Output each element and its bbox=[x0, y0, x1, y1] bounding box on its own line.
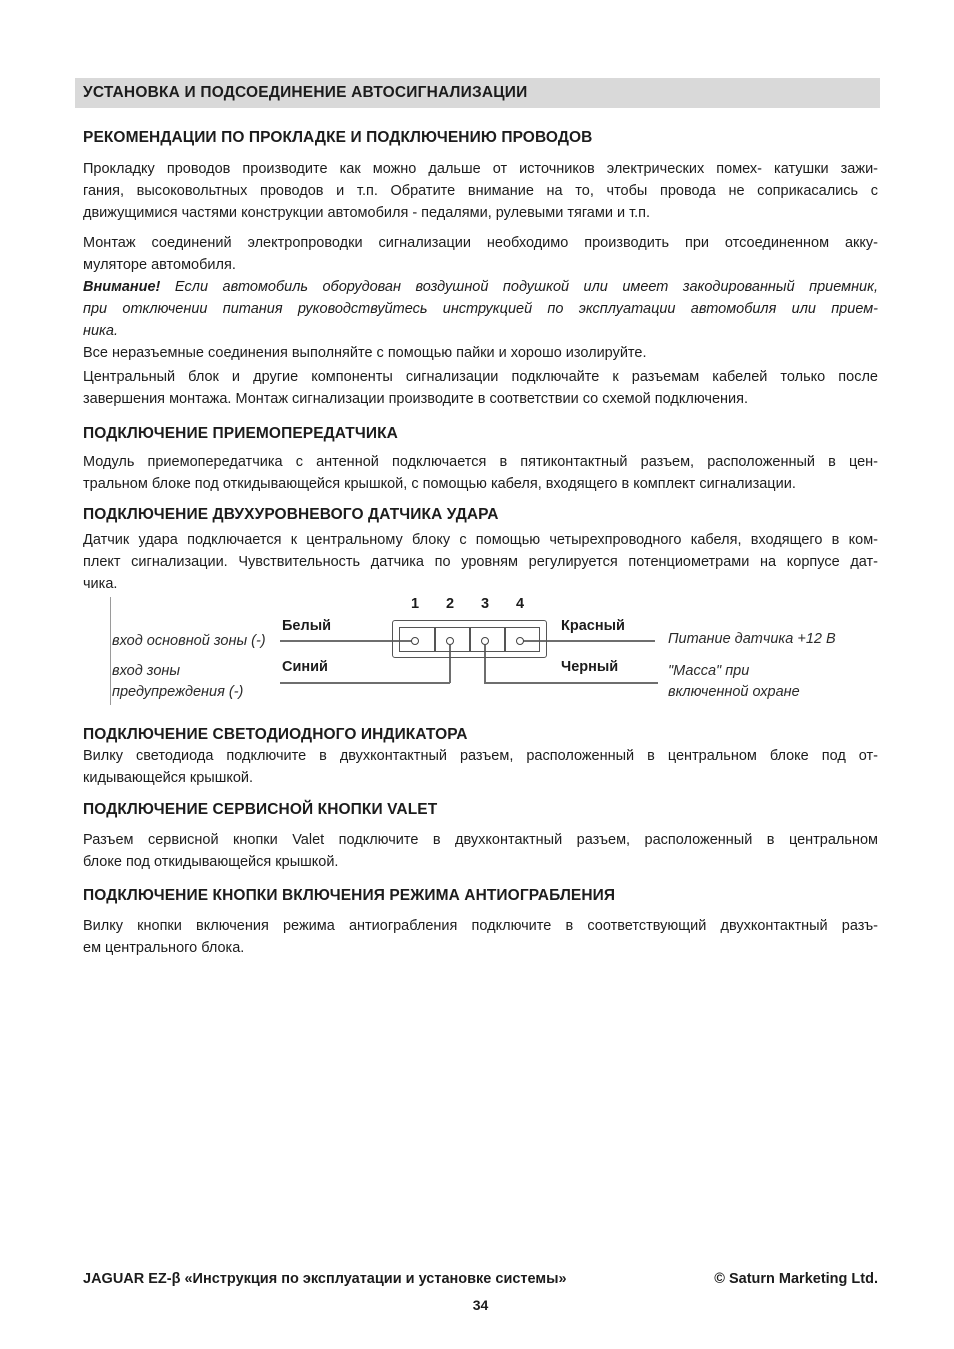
paragraph-line: Центральный блок и другие компоненты сигнализации подключайте к разъемам кабелей только после bbox=[83, 369, 878, 385]
paragraph-line: Модуль приемопередатчика с антенной подключается в пятиконтактный разъем, расположенный в цен- bbox=[83, 454, 878, 470]
page-content bbox=[83, 78, 878, 959]
paragraph-line: Вилку кнопки включения режима антиограбления подключите в соответствующий двухконтактный разъ- bbox=[83, 918, 878, 934]
pin-number-4: 4 bbox=[515, 596, 525, 612]
paragraph bbox=[83, 529, 878, 595]
pin-contact-4 bbox=[516, 637, 524, 645]
pin-contact-3 bbox=[481, 637, 489, 645]
paragraph bbox=[83, 745, 878, 789]
paragraph bbox=[83, 342, 878, 364]
paragraph bbox=[83, 232, 878, 276]
footer-copyright: © Saturn Marketing Ltd. bbox=[714, 1271, 878, 1287]
wire-label-blue: Синий bbox=[282, 659, 328, 675]
heading-valet-button: ПОДКЛЮЧЕНИЕ СЕРВИСНОЙ КНОПКИ VALET bbox=[83, 801, 438, 818]
paragraph-line: Датчик удара подключается к центральному блоку с помощью четырехпроводного кабеля, входящего в ком- bbox=[83, 532, 878, 548]
warning-lead: Внимание! bbox=[83, 279, 161, 295]
label-ground bbox=[668, 661, 800, 703]
footer-manual-title: JAGUAR EZ-β «Инструкция по эксплуатации и установке системы» bbox=[83, 1271, 567, 1287]
label-warning-zone-line2: предупреждения (-) bbox=[112, 684, 244, 700]
paragraph-line bbox=[83, 276, 878, 298]
label-ground-line1: "Масса" при bbox=[668, 663, 750, 679]
pin-number-2: 2 bbox=[445, 596, 455, 612]
paragraph bbox=[83, 451, 878, 495]
paragraph-line: кидывающейся крышкой. bbox=[83, 770, 254, 786]
shock-sensor-wiring-diagram bbox=[83, 595, 878, 710]
blue-wire-line bbox=[280, 682, 450, 684]
paragraph bbox=[83, 829, 878, 873]
paragraph-line: Разъем сервисной кнопки Valet подключите в двухконтактный разъем, расположенный в центральном bbox=[83, 832, 878, 848]
section-title-bar bbox=[75, 78, 880, 108]
warning-paragraph bbox=[83, 276, 878, 342]
paragraph-line: Монтаж соединений электропроводки сигнализации необходимо производить при отсоединенном акку- bbox=[83, 235, 878, 251]
pin-contact-1 bbox=[411, 637, 419, 645]
paragraph-line: ника. bbox=[83, 323, 118, 339]
diagram-frame-line bbox=[110, 597, 111, 705]
paragraph bbox=[83, 366, 878, 410]
wire-label-black: Черный bbox=[561, 659, 619, 675]
connector-cell-divider bbox=[504, 627, 506, 652]
connector-cell-divider bbox=[469, 627, 471, 652]
connector-cell-divider bbox=[434, 627, 436, 652]
wire-label-white: Белый bbox=[282, 618, 331, 634]
heading-transceiver: ПОДКЛЮЧЕНИЕ ПРИЕМОПЕРЕДАТЧИКА bbox=[83, 425, 398, 442]
label-warning-zone-line1: вход зоны bbox=[112, 663, 181, 679]
paragraph-line: при отключении питания руководствуйтесь инструкцией по эксплуатации автомобиля или прием- bbox=[83, 301, 878, 317]
heading-led-indicator: ПОДКЛЮЧЕНИЕ СВЕТОДИОДНОГО ИНДИКАТОРА bbox=[83, 726, 468, 743]
paragraph-line: плект сигнализации. Чувствительность датчика по уровням регулируется потенциометрами на корпусе дат- bbox=[83, 554, 878, 570]
section-title: УСТАНОВКА И ПОДСОЕДИНЕНИЕ АВТОСИГНАЛИЗАЦИИ bbox=[83, 84, 528, 101]
label-ground-line2: включенной охране bbox=[668, 684, 800, 700]
label-warning-zone-input bbox=[112, 661, 243, 703]
label-main-zone-input: вход основной зоны (-) bbox=[112, 633, 266, 649]
paragraph-line: муляторе автомобиля. bbox=[83, 257, 236, 273]
black-wire-line bbox=[484, 682, 658, 684]
paragraph-line: Все неразъемные соединения выполняйте с помощью пайки и хорошо изолируйте. bbox=[83, 345, 647, 361]
paragraph-line: блоке под откидывающейся крышкой. bbox=[83, 854, 339, 870]
label-sensor-power: Питание датчика +12 В bbox=[668, 631, 836, 647]
paragraph-line: тральном блоке под откидывающейся крышкой, с помощью кабеля, входящего в комплект сигнализации. bbox=[83, 476, 796, 492]
paragraph-line: гания, высоковольтных проводов и т.п. Обратите внимание на то, чтобы провода не соприкасались с bbox=[83, 183, 878, 199]
heading-recommendations: РЕКОМЕНДАЦИИ ПО ПРОКЛАДКЕ И ПОДКЛЮЧЕНИЮ ПРОВОДОВ bbox=[83, 129, 593, 146]
paragraph-line: движущимися частями конструкции автомобиля - педалями, рулевыми тягами и т.п. bbox=[83, 205, 651, 221]
heading-shock-sensor: ПОДКЛЮЧЕНИЕ ДВУХУРОВНЕВОГО ДАТЧИКА УДАРА bbox=[83, 506, 499, 523]
page-number: 34 bbox=[472, 1297, 489, 1313]
paragraph-line: Прокладку проводов производите как можно дальше от источников электрических помех- катушки зажи- bbox=[83, 161, 878, 177]
paragraph-line: завершения монтажа. Монтаж сигнализации производите в соответствии со схемой подключения. bbox=[83, 391, 748, 407]
paragraph-line: ем центрального блока. bbox=[83, 940, 245, 956]
page-footer bbox=[83, 1271, 878, 1287]
heading-antihijack-button: ПОДКЛЮЧЕНИЕ КНОПКИ ВКЛЮЧЕНИЯ РЕЖИМА АНТИОГРАБЛЕНИЯ bbox=[83, 887, 616, 904]
paragraph bbox=[83, 915, 878, 959]
wire-label-red: Красный bbox=[561, 618, 625, 634]
pin-contact-2 bbox=[446, 637, 454, 645]
pin-number-1: 1 bbox=[410, 596, 420, 612]
paragraph-line: Вилку светодиода подключите в двухконтактный разъем, расположенный в центральном блоке под от- bbox=[83, 748, 878, 764]
paragraph-line: чика. bbox=[83, 576, 118, 592]
warning-line-rest: Если автомобиль оборудован воздушной подушкой или имеет закодированный приемник, bbox=[160, 279, 878, 295]
paragraph bbox=[83, 158, 878, 224]
pin-number-3: 3 bbox=[480, 596, 490, 612]
